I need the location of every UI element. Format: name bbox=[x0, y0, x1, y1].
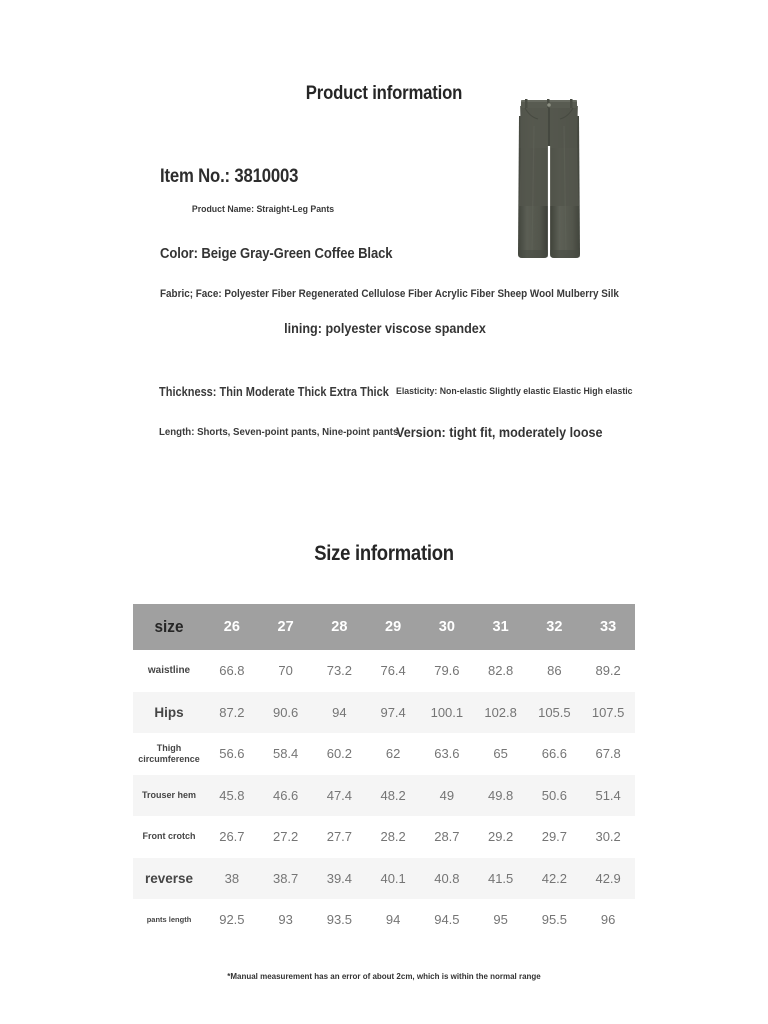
fabric-lining: lining: polyester viscose spandex bbox=[284, 320, 486, 336]
version-options: Version: tight fit, moderately loose bbox=[396, 424, 603, 440]
cell-value: 94 bbox=[332, 704, 347, 720]
cell-value: 51.4 bbox=[595, 787, 621, 803]
cell-value: 42.2 bbox=[541, 870, 568, 886]
table-row bbox=[133, 858, 635, 900]
measurement-disclaimer: *Manual measurement has an error of about 2cm, which is within the normal range bbox=[227, 971, 541, 981]
cell-value: 82.8 bbox=[487, 663, 514, 679]
cell-value: 76.4 bbox=[380, 663, 406, 679]
cell-value: 92.5 bbox=[219, 912, 245, 928]
cell-value: 90.6 bbox=[272, 704, 299, 720]
cell-value: 94.5 bbox=[434, 912, 460, 928]
cell-value: 95 bbox=[493, 912, 508, 928]
cell-value: 28.2 bbox=[380, 829, 406, 845]
row-label: waistline bbox=[147, 665, 191, 677]
cell-value: 29.7 bbox=[541, 829, 568, 845]
cell-value: 40.1 bbox=[380, 870, 406, 886]
cell-value: 49.8 bbox=[487, 787, 514, 803]
cell-value: 93 bbox=[278, 912, 293, 928]
length-options: Length: Shorts, Seven-point pants, Nine-point pants bbox=[159, 426, 399, 438]
cell-value: 38.7 bbox=[272, 870, 299, 886]
cell-value: 46.6 bbox=[272, 787, 299, 803]
product-name: Product Name: Straight-Leg Pants bbox=[191, 204, 335, 215]
cell-value: 66.6 bbox=[541, 746, 568, 762]
cell-value: 29.2 bbox=[487, 829, 514, 845]
cell-value: 107.5 bbox=[591, 704, 625, 720]
size-chart-table bbox=[133, 604, 635, 941]
cell-value: 79.6 bbox=[434, 663, 460, 679]
cell-value: 56.6 bbox=[219, 746, 245, 762]
cell-value: 49 bbox=[439, 787, 455, 803]
thickness-options: Thickness: Thin Moderate Thick Extra Thick bbox=[159, 385, 389, 399]
row-label: Hips bbox=[154, 704, 184, 720]
row-label: reverse bbox=[144, 870, 194, 886]
cell-value: 45.8 bbox=[219, 787, 245, 803]
row-label: Front crotch bbox=[142, 831, 196, 842]
header-cell-30: 30 bbox=[438, 619, 455, 635]
table-header-row bbox=[133, 604, 635, 650]
fabric-face: Fabric; Face: Polyester Fiber Regenerated Cellulose Fiber Acrylic Fiber Sheep Wool Mulberry Silk bbox=[160, 288, 619, 300]
cell-value: 30.2 bbox=[595, 829, 621, 845]
cell-value: 27.2 bbox=[272, 829, 299, 845]
cell-value: 95.5 bbox=[541, 912, 568, 928]
header-cell-33: 33 bbox=[600, 619, 617, 635]
cell-value: 40.8 bbox=[434, 870, 460, 886]
cell-value: 63.6 bbox=[434, 746, 460, 762]
cell-value: 70 bbox=[278, 663, 293, 679]
header-cell-26: 26 bbox=[223, 619, 240, 635]
product-information-section bbox=[0, 0, 768, 480]
table-row bbox=[133, 650, 635, 692]
table-row bbox=[133, 899, 635, 941]
cell-value: 47.4 bbox=[326, 787, 353, 803]
cell-value: 58.4 bbox=[272, 746, 299, 762]
cell-value: 41.5 bbox=[487, 870, 514, 886]
table-row bbox=[133, 692, 635, 734]
color-options: Color: Beige Gray-Green Coffee Black bbox=[160, 246, 393, 262]
cell-value: 97.4 bbox=[380, 704, 406, 720]
cell-value: 42.9 bbox=[595, 870, 621, 886]
header-cell-29: 29 bbox=[385, 619, 402, 635]
cell-value: 94 bbox=[385, 912, 401, 928]
size-chart-header bbox=[133, 604, 635, 650]
cell-value: 50.6 bbox=[541, 787, 568, 803]
cell-value: 87.2 bbox=[219, 704, 245, 720]
header-cell-27: 27 bbox=[277, 619, 294, 635]
cell-value: 27.7 bbox=[326, 829, 353, 845]
header-cell-size: size bbox=[154, 617, 184, 636]
cell-value: 89.2 bbox=[595, 663, 621, 679]
header-cell-28: 28 bbox=[331, 619, 348, 635]
cell-value: 62 bbox=[385, 746, 401, 762]
cell-value: 38 bbox=[224, 870, 240, 886]
table-row bbox=[133, 816, 635, 858]
product-information-title: Product information bbox=[305, 83, 463, 104]
elasticity-options: Elasticity: Non-elastic Slightly elastic Elastic High elastic bbox=[396, 386, 633, 397]
wide-leg-trousers-icon bbox=[508, 86, 590, 266]
row-label: Thigh circumference bbox=[138, 742, 200, 764]
cell-value: 39.4 bbox=[326, 870, 353, 886]
cell-value: 60.2 bbox=[326, 746, 353, 762]
cell-value: 105.5 bbox=[538, 704, 571, 720]
cell-value: 93.5 bbox=[326, 912, 353, 928]
cell-value: 86 bbox=[547, 663, 562, 679]
size-information-title: Size information bbox=[314, 542, 454, 565]
header-cell-31: 31 bbox=[492, 619, 509, 635]
cell-value: 67.8 bbox=[595, 746, 621, 762]
row-label: Trouser hem bbox=[141, 789, 197, 800]
cell-value: 102.8 bbox=[484, 704, 517, 720]
row-label: pants length bbox=[146, 915, 192, 925]
header-cell-32: 32 bbox=[546, 619, 563, 635]
size-chart-body bbox=[133, 650, 635, 941]
cell-value: 73.2 bbox=[326, 663, 353, 679]
table-row bbox=[133, 733, 635, 775]
cell-value: 28.7 bbox=[434, 829, 460, 845]
item-number: Item No.: 3810003 bbox=[160, 166, 299, 187]
table-row bbox=[133, 775, 635, 817]
product-photo bbox=[508, 86, 590, 266]
cell-value: 96 bbox=[600, 912, 616, 928]
cell-value: 26.7 bbox=[219, 829, 245, 845]
cell-value: 65 bbox=[493, 746, 508, 762]
cell-value: 48.2 bbox=[380, 787, 406, 803]
cell-value: 100.1 bbox=[430, 704, 464, 720]
cell-value: 66.8 bbox=[219, 663, 245, 679]
